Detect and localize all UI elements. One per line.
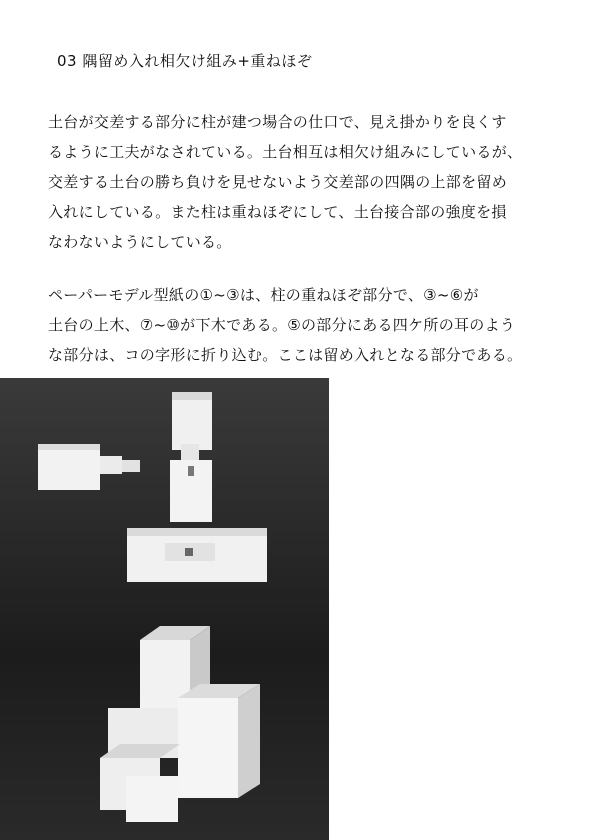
paragraph-line: 交差する土台の勝ち負けを見せないよう交差部の四隅の上部を留め [48,173,508,191]
paragraph-line: 土台の上木、⑦~⑩が下木である。⑤の部分にある四ケ所の耳のよう [48,316,516,334]
paragraph-line: るように工夫がなされている。土台相互は相欠け組みにしているが、 [48,143,523,161]
paragraph-description [48,107,568,257]
tenon-part [38,444,140,490]
assembled-model [100,626,260,822]
paper-model-photo [0,378,329,840]
section-heading: 03 隅留め入れ相欠け組み+重ねほぞ [57,52,313,70]
paragraph-line: な部分は、コの字形に折り込む。ここは留め入れとなる部分である。 [48,346,523,364]
sill-part [127,528,267,582]
column-part [170,392,212,522]
paragraph-line: 入れにしている。また柱は重ねほぞにして、土台接合部の強度を損 [48,203,507,221]
paper-model-illustration [0,378,329,840]
paragraph-model-notes [48,280,568,370]
paragraph-line: ペーパーモデル型紙の①~③は、柱の重ねほぞ部分で、③~⑥が [48,286,479,304]
paragraph-line: 土台が交差する部分に柱が建つ場合の仕口で、見え掛かりを良くす [48,113,507,131]
paragraph-line: なわないようにしている。 [48,233,232,251]
